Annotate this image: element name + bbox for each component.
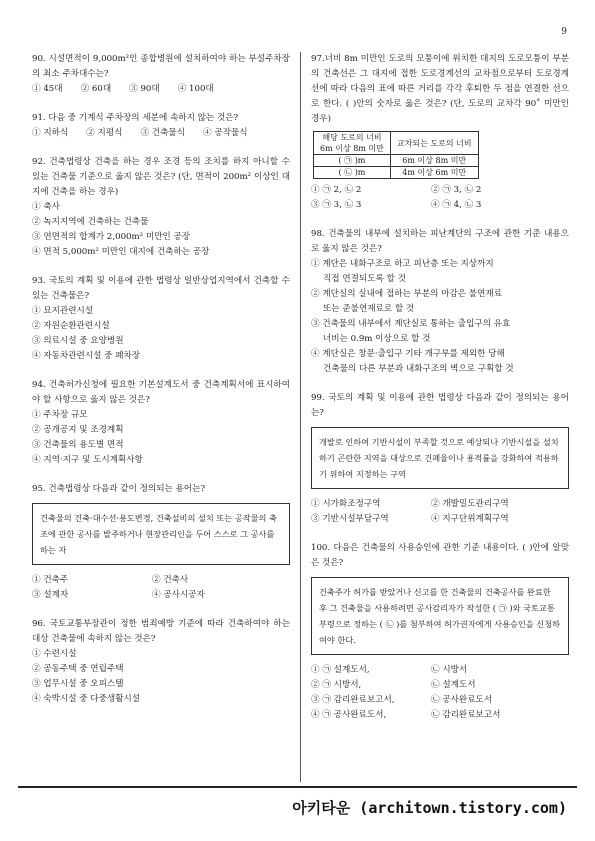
option-3: ③ 건축물의 용도별 면적 — [32, 440, 124, 450]
options-grid — [311, 183, 569, 213]
option-3: ③ 연면적의 합계가 2,000m² 미만인 공장 — [32, 232, 191, 242]
option-3: ③ ㉠ 3, ㉡ 3 — [311, 200, 362, 210]
option-4: ④ 지구단위계획구역 — [431, 514, 509, 524]
footer-brand: 아키타운 (architown.tistory.com) — [292, 799, 567, 817]
option-1: ① ㉠ 2, ㉡ 2 — [311, 185, 362, 195]
question-stem: 97.너비 8m 미만인 도로의 모퉁이에 위치한 대지의 도로모퉁이 부분의 건축선은 그 대지에 접한 도로경계선의 교차점으로부터 도로경계선에 따라 다음의 표에 따른 거리를 각각 후퇴한 두 점을 연결한 선으로 한다. ( )안의 숫자로 옳은 것은? (단, 도로의 교차각 90˚ 미만인 경우) — [311, 54, 569, 124]
definition-box: 개발로 인하여 기반시설이 부족할 것으로 예상되나 기반시설을 설치하기 곤란한 지역을 대상으로 건폐율이나 용적률을 강화하여 적용하기 위하여 지정하는 구역 — [311, 427, 569, 489]
option-2: ② 60대 — [80, 84, 112, 94]
table-row: ( ㉡ )m 4m 이상 6m 미만 — [314, 167, 479, 179]
options-grid — [311, 663, 569, 723]
option-line: 너비는 0.9m 이상으로 할 것 — [323, 334, 431, 344]
option-line: ④ 계단실은 창문·출입구 기타 개구부를 제외한 당해 — [311, 349, 505, 359]
options-grid — [32, 573, 290, 603]
table-header-right: 교차되는 도로의 너비 — [390, 132, 478, 155]
option-line: ① 계단은 내화구조로 하고 피난층 또는 지상까지 — [311, 259, 494, 269]
question-99 — [311, 391, 569, 527]
option-2: ② 건축사 — [152, 575, 189, 585]
table-row: ( ㉠ )m 6m 이상 8m 미만 — [314, 155, 479, 167]
option-1-a: ① ㉠ 설계도서, — [311, 665, 370, 675]
option-2: ② 녹지지역에 건축하는 건축물 — [32, 217, 149, 227]
question-90 — [32, 52, 290, 97]
option-4: ④ 공작물식 — [203, 128, 248, 138]
question-94 — [32, 378, 290, 468]
question-stem: 100. 다음은 건축물의 사용승인에 관한 기준 내용이다. ( )안에 알맞은 것은? — [311, 543, 569, 568]
options-row — [32, 126, 290, 141]
option-3: ③ 설계자 — [32, 590, 69, 600]
question-93 — [32, 274, 290, 364]
question-98 — [311, 227, 569, 377]
option-4-b: ㉡ 감리완료보고서 — [431, 710, 501, 720]
option-1: ① 축사 — [32, 202, 60, 212]
option-4: ④ 자동차관련시설 중 폐차장 — [32, 351, 141, 361]
footer-rule — [18, 786, 577, 788]
option-line: ③ 건축물의 내부에서 계단실로 통하는 출입구의 유효 — [311, 319, 511, 329]
right-column — [311, 52, 569, 729]
option-line: 직접 연결되도록 할 것 — [323, 274, 406, 284]
column-divider — [300, 52, 301, 782]
page-number: 9 — [561, 27, 567, 37]
option-line: 또는 준불연재료로 할 것 — [323, 304, 415, 314]
option-4-a: ④ ㉠ 공사완료도서, — [311, 710, 387, 720]
option-4: ④ 공사시공자 — [152, 590, 205, 600]
option-2: ② 자원순환관련시설 — [32, 321, 110, 331]
question-stem: 91. 다음 중 기계식 주차장의 세분에 속하지 않는 것은? — [32, 113, 239, 123]
question-stem: 98. 건축물의 내부에 설치하는 피난계단의 구조에 관한 기준 내용으로 옳지 않은 것은? — [311, 229, 569, 254]
option-3: ③ 의료시설 중 요양병원 — [32, 336, 124, 346]
question-stem: 96. 국토교통부장관이 정한 범죄예방 기준에 따라 건축하여야 하는 대상 건축물에 속하지 않는 것은? — [32, 619, 290, 644]
option-1: ① 묘지관련시설 — [32, 306, 94, 316]
question-stem: 92. 건축법령상 건축을 하는 경우 조경 등의 조치를 하지 아니할 수 있는 건축물 기준으로 옳지 않은 것은? (단, 면적이 200m² 이상인 대지에 건축을 하는 경우) — [32, 157, 290, 197]
option-1: ① 건축주 — [32, 575, 69, 585]
table-header-left: 해당 도로의 너비 6m 이상 8m 미만 — [314, 132, 391, 155]
option-line: ② 계단실의 실내에 접하는 부분의 마감은 불연재료 — [311, 289, 503, 299]
option-4: ④ ㉠ 4, ㉡ 3 — [431, 200, 482, 210]
options-grid — [311, 497, 569, 527]
option-4: ④ 지역·지구 및 도시계획사항 — [32, 455, 143, 465]
option-3: ③ 기반시설부담구역 — [311, 514, 389, 524]
option-3-a: ③ ㉠ 감리완료보고서, — [311, 695, 395, 705]
question-stem: 99. 국토의 계획 및 이용에 관한 법령상 다음과 같이 정의되는 용어는? — [311, 393, 569, 418]
option-2: ② 지평식 — [86, 128, 123, 138]
option-2: ② 공개공지 및 조경계획 — [32, 425, 124, 435]
option-2: ② ㉠ 3, ㉡ 2 — [431, 185, 482, 195]
option-2: ② 개발밀도관리구역 — [431, 499, 509, 509]
option-4: ④ 면적 5,000m² 미만인 대지에 건축하는 공장 — [32, 247, 210, 257]
option-4: ④ 숙박시설 중 다중생활시설 — [32, 694, 141, 704]
left-column — [32, 52, 290, 713]
option-1: ① 주차장 규모 — [32, 410, 88, 420]
question-100 — [311, 541, 569, 723]
question-stem: 94. 건축허가신청에 필요한 기본설계도서 중 건축계획서에 표시하여야 할 사항으로 옳지 않은 것은? — [32, 380, 290, 405]
question-stem: 93. 국토의 계획 및 이용에 관한 법령상 일반상업지역에서 건축할 수 있는 건축물은? — [32, 276, 290, 301]
option-3: ③ 90대 — [129, 84, 160, 94]
option-4: ④ 100대 — [177, 84, 214, 94]
option-3: ③ 건축물식 — [140, 128, 186, 138]
question-96 — [32, 617, 290, 707]
option-1: ① 수련시설 — [32, 649, 77, 659]
definition-box: 건축물의 건축·대수선·용도변경, 건축설비의 설치 또는 공작물의 축조에 관한 공사를 발주하거나 현장관리인을 두어 스스로 그 공사를 하는 자 — [32, 503, 290, 565]
question-stem: 90. 시설면적이 9,000m²인 종합병원에 설치하여야 하는 부설주차장의 최소 주차대수는? — [32, 54, 290, 79]
definition-box: 건축주가 허가를 받았거나 신고를 한 건축물의 건축공사를 완료한 후 그 건축물을 사용하려면 공사감리자가 작성한 ( ㉠ )와 국토교통부령으로 정하는 ( ㉡ )를 첨부하여 허가권자에게 사용승인을 신청하여야 한다. — [311, 577, 569, 655]
option-1: ① 45대 — [32, 84, 63, 94]
question-92 — [32, 155, 290, 260]
question-91 — [32, 111, 290, 141]
question-97 — [311, 52, 569, 213]
option-1-b: ㉡ 시방서 — [431, 665, 468, 675]
option-3-b: ㉡ 공사완료도서 — [431, 695, 493, 705]
question-95 — [32, 482, 290, 603]
options-row — [32, 82, 290, 97]
option-2-b: ㉡ 설계도서 — [431, 680, 476, 690]
option-2-a: ② ㉠ 시방서, — [311, 680, 362, 690]
option-line: 건축물의 다른 부분과 내화구조의 벽으로 구획할 것 — [323, 364, 514, 374]
option-2: ② 공동주택 중 연립주택 — [32, 664, 124, 674]
road-width-table — [313, 131, 479, 179]
option-1: ① 시가화조정구역 — [311, 499, 381, 509]
option-3: ③ 업무시설 중 오피스텔 — [32, 679, 124, 689]
question-stem: 95. 건축법령상 다음과 같이 정의되는 용어는? — [32, 484, 206, 494]
option-1: ① 지하식 — [32, 128, 69, 138]
